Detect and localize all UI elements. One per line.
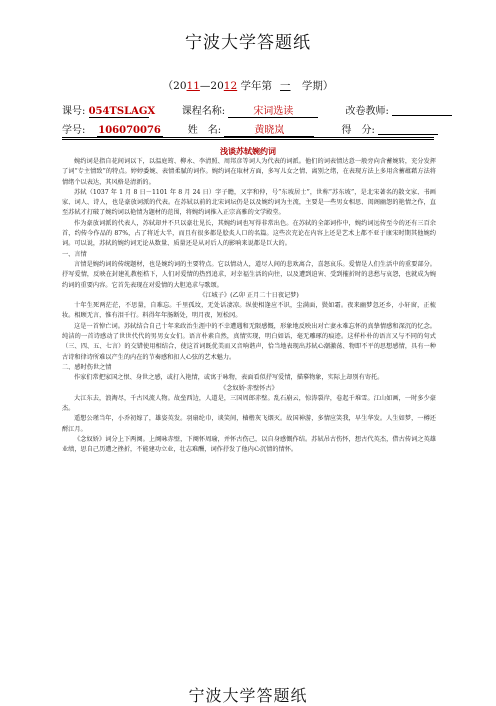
course-code-value: 054TSLAGX <box>88 106 156 117</box>
essay-paragraph: 这是一首悼亡词。苏轼结合自己十年来政治生涯中的不幸遭遇和无限感慨，形象地反映出对亡妻永难忘怀的真挚情感和深沉的忆念。纯洁的一首诗感动了世世代代的男男女女们。语言朴素自然，真情实现，明白如话，毫无雕琢的痕迹。这样朴朴的语言又与不同的句式（三、四、五、七言）的交错使用相结合，使这首词既优美而又音响谐声，恰当地表现出苏轼心潮激荡、物即不平的思想感情，具有一种古诗和律诗所难以产生的内在的节奏感和扣人心弦的艺术魅力。 <box>62 322 436 361</box>
essay-paragraph: 《念奴娇》词分上下两阕。上阕咏赤壁，下阕怀周瑜，并怀古伤己，以自身感慨作结。苏轼吊古伤怀，想古代英杰，借古传词之英雄业绩，思自己历遭之挫折，不能建功立业，壮志难酬，词作抒发了他内心沉情的情怀。 <box>62 436 436 454</box>
poem-title: 《江城子》(乙卯 正月二十日夜记梦) <box>199 291 299 299</box>
term-open: （20 <box>162 80 187 92</box>
header-divider-second <box>62 139 434 140</box>
essay-paragraph: 苏轼（1037 年 1 月 8 日－1101 年 8 月 24 日）字子瞻，又字和仲，号“东坡居士”，世称“苏东坡”，是北宋著名的散文家、书画家、词人、诗人，也是豪放词派的代表。在苏轼以前的北宋词坛仍是以及婉约词为主流，主要是一些男女相思、闺阁幽怨的艳情之作，直至苏轼才打破了婉约词以艳情为题材的范围，将婉约词推入正宗高雅的文学殿堂。 <box>62 188 436 217</box>
header-divider <box>62 137 434 138</box>
student-id-value: 106070076 <box>98 125 161 136</box>
essay-paragraph: 作家们常把家国之恨、身世之感，或打入艳情，或寓于咏物，表面看似抒写爱情，描摹物象，实际上却别有寄托。 <box>74 374 384 382</box>
name-label: 姓 名: <box>187 125 222 136</box>
poem-title: 《念奴娇·赤壁怀古》 <box>220 384 278 392</box>
academic-term <box>0 78 496 93</box>
course-code-label: 课号: <box>62 106 86 117</box>
course-name-value: 宋词选读 <box>228 102 318 118</box>
name-value: 黄晓岚 <box>224 121 314 137</box>
essay-heading: 浅谈苏轼婉约词 <box>220 146 276 156</box>
section-heading: 二、感时伤世之情 <box>62 363 112 371</box>
term-dash: —20 <box>199 80 224 92</box>
page-title: 宁波大学答题纸 <box>185 33 311 53</box>
poem-text: 大江东去，浪淘尽，千古风流人物。故垒西边，人道是，三国周郎赤壁。乱石崩云，惊涛裂岸，卷起千堆雪。江山如画，一时多少豪杰。 <box>62 394 436 413</box>
info-row-course <box>62 102 452 118</box>
essay-paragraph: 婉约词是指自花间词以下，以温庭筠、柳永、李清照、周邦彦等词人为代表的词派。他们的词表情达意一般旁向含蓄婉转，充分发挥了词“专主情致”的特点。婷婷委婉、表情柔腻的词作。婉约词在取材方面，多写儿女之情、离别之绪，在表现方法上多用含蓄蕴藉方法将情绪个以表达，其风格是清新的。 <box>62 158 436 186</box>
poem-text: 遥想公瑾当年，小乔初嫁了，雄姿英发。羽扇纶巾，谈笑间，樯橹灰飞烟灭。故国神游，多情应笑我，早生华发。人生如梦，一樽还酹江月。 <box>62 415 436 433</box>
term-year-start: 11 <box>186 80 200 92</box>
score-field[interactable] <box>378 124 438 135</box>
essay-paragraph: 作为豪放词派的代表人，苏轼却并不只以豪壮见长，其婉约词也写得非常出色。在苏轼的全部词作中，婉约词远传至今的还有三百余首，约传今作品的 87%，占了将近大半，而且有很多都是脍炙人口的名篇。这些次充论在内容上还是艺术上都不亚于康宋时期其他婉约词。可以说，苏轼的婉约词无论从数量、质量还是从对后人的影响来说都是巨大的。 <box>62 219 436 248</box>
student-id-label: 学号: <box>62 125 86 136</box>
section-heading: 一、言情 <box>62 250 87 258</box>
essay-paragraph: 言情是婉约词的传统题材，也是婉约词的主要特点。它以情动人，道尽人间的悲欢离合，喜怒哀乐。爱情是人们生活中的重要部分。抒写爱情，反映在封建礼教桎梏下，人们对爱情的热烈追求，对幸福生活的向往，以及遭到迫害、受到摧折时的悲愁与哀怨，也就成为婉约词的重要内容。它首先表现在对爱情的大胆追求与歌颂。 <box>62 260 436 289</box>
poem-text: 十年生死两茫茫，不思量，自难忘。千里孤坟，无处话凄凉。纵使相逢应不识，尘满面，鬓如霜。夜来幽梦忽还乡，小轩窗，正梳妆。相顾无言，惟有泪千行。料得年年肠断处，明月夜，短松冈。 <box>62 302 436 320</box>
term-year-end: 12 <box>223 80 238 92</box>
info-row-student <box>62 121 438 137</box>
score-label: 得 分: <box>341 125 375 136</box>
term-semester: 一 <box>280 80 291 92</box>
essay-body <box>62 157 436 456</box>
grader-label: 改卷教师: <box>345 106 389 117</box>
footer-title: 宁波大学答题纸 <box>188 686 308 705</box>
term-mid: 学年第 <box>237 80 272 92</box>
grader-field[interactable] <box>392 105 452 116</box>
course-name-label: 课程名称: <box>181 106 226 117</box>
term-close: 学期） <box>298 80 334 92</box>
